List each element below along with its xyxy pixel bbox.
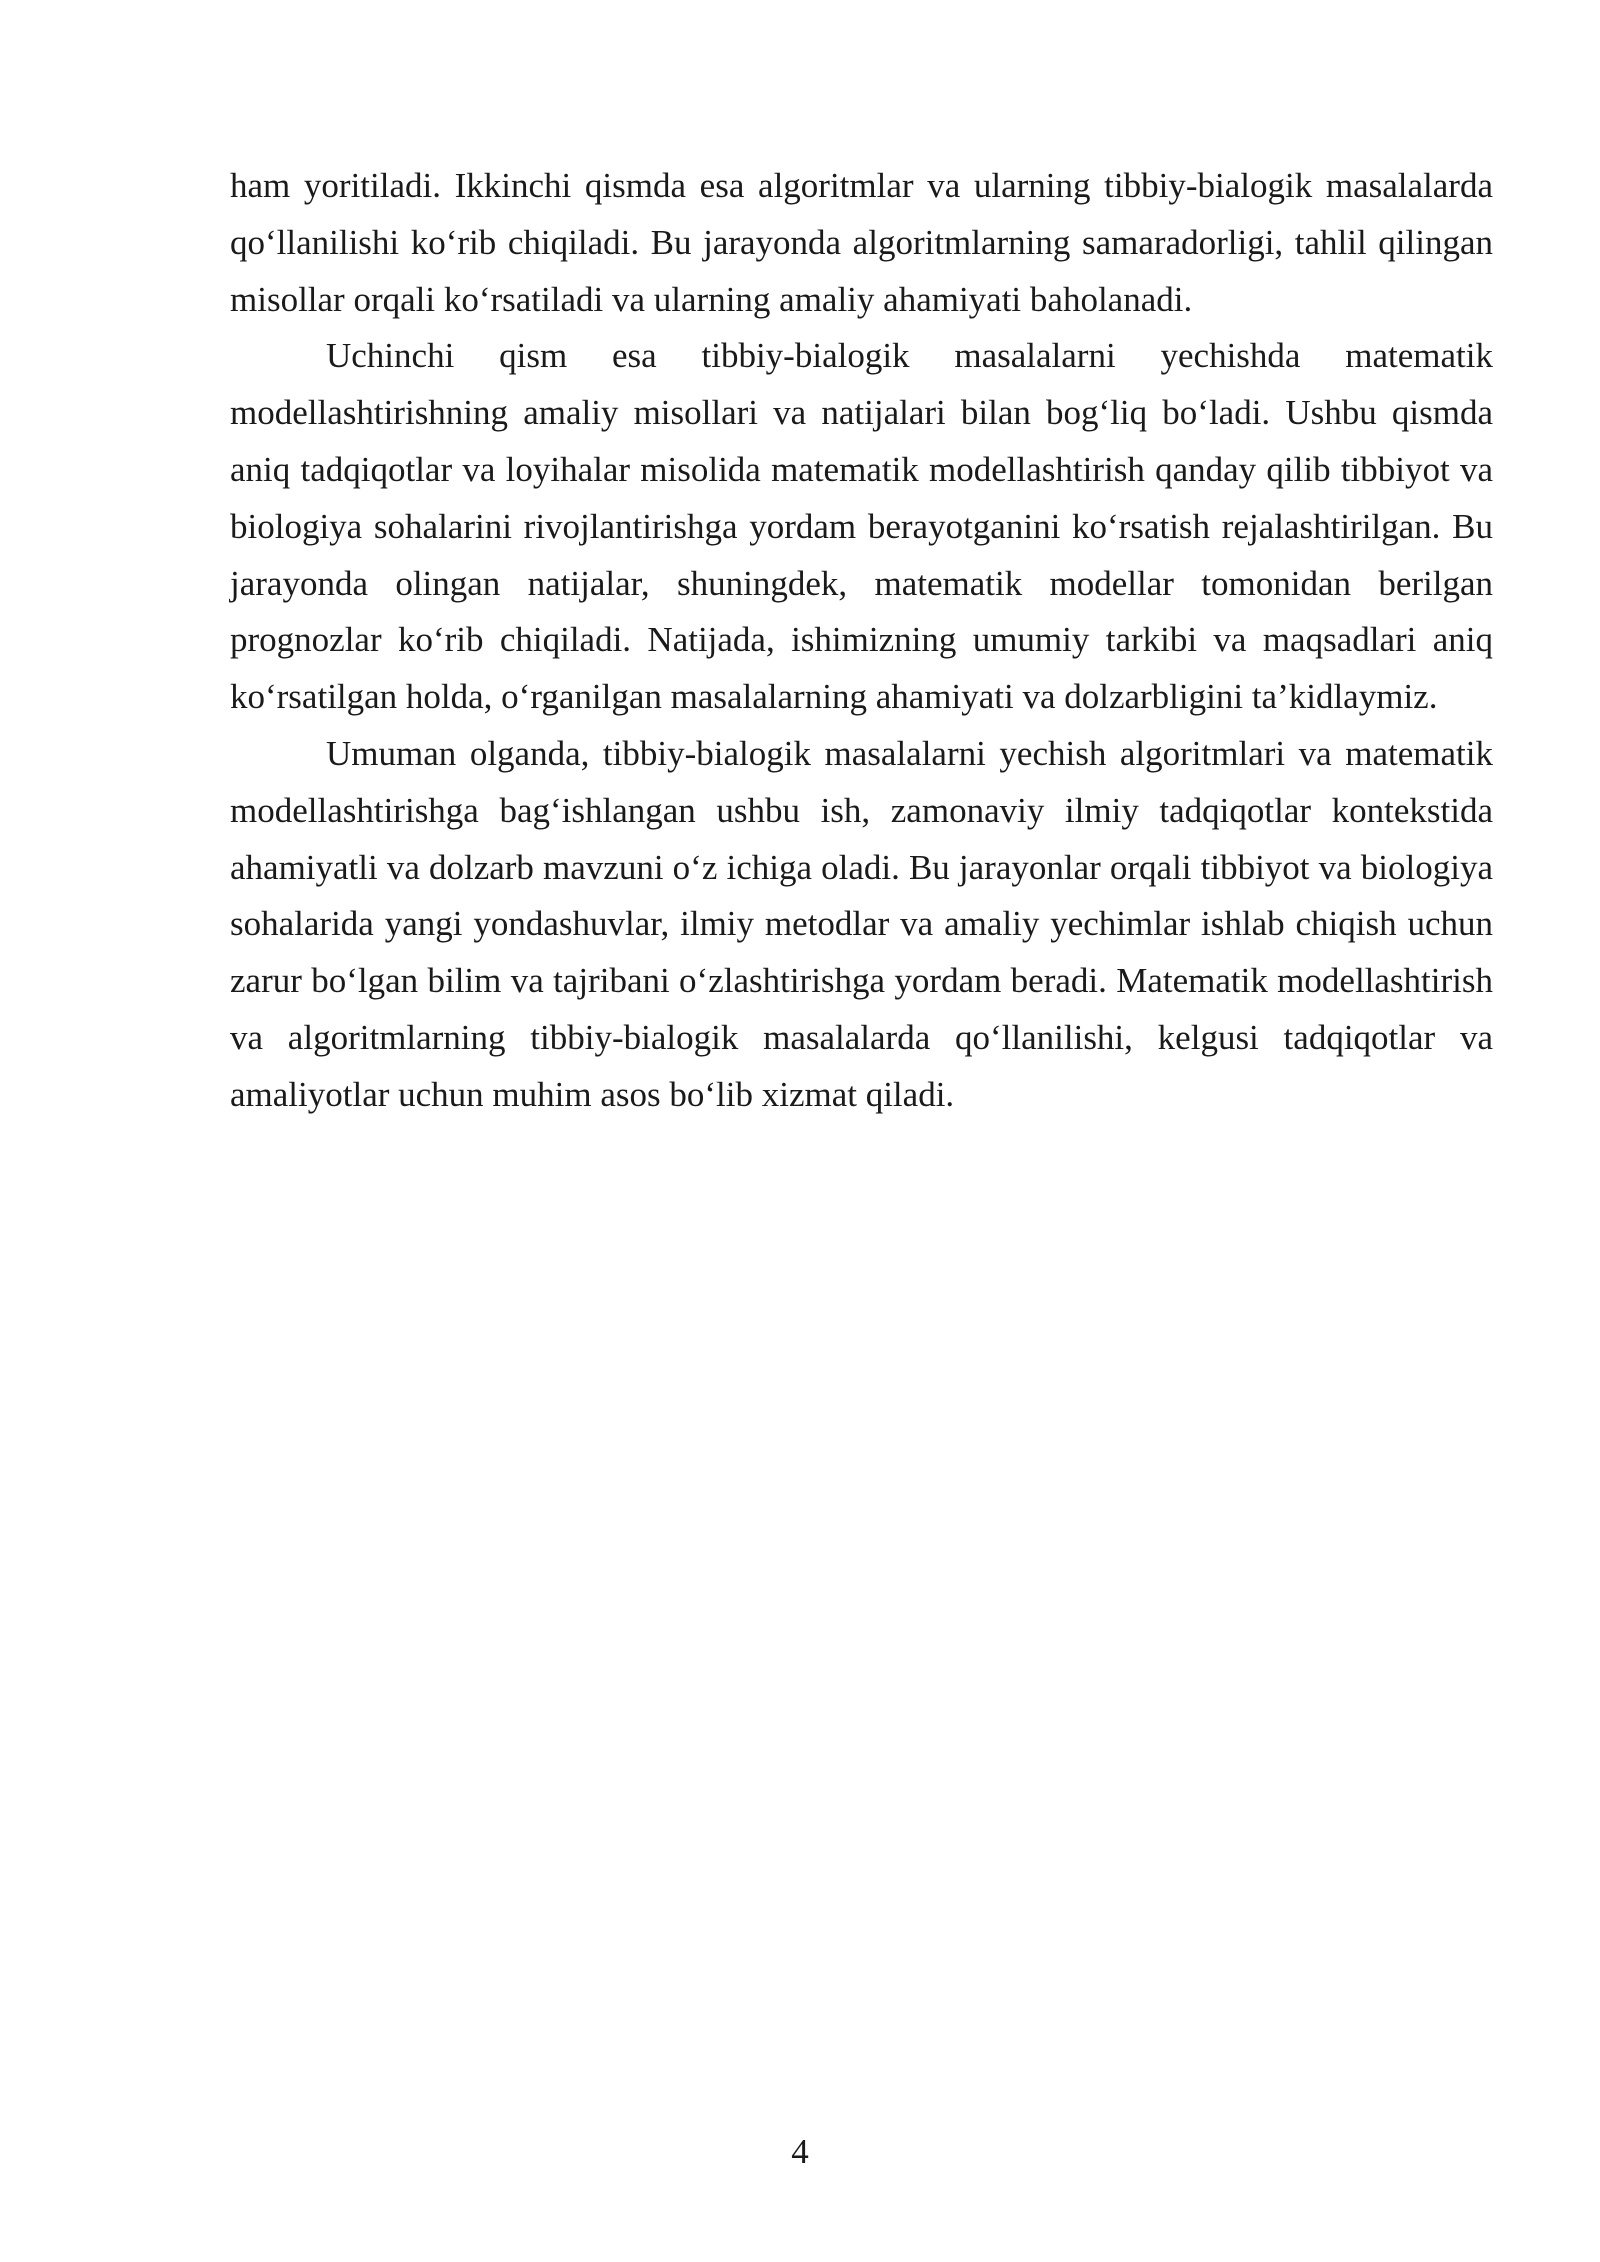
paragraph-conclusion: Umuman olganda, tibbiy-bialogik masalalarni yechish algoritmlari va matematik modellashtirishga bag‘ishlangan ushbu ish, zamonaviy ilmiy tadqiqotlar kontekstida ahamiyatli va dolzarb mavzuni o‘z ichiga oladi. Bu jarayonlar orqali tibbiyot va biologiya sohalarida yangi yondashuvlar, ilmiy metodlar va amaliy yechimlar ishlab chiqish uchun zarur bo‘lgan bilim va tajribani o‘zlashtirishga yordam beradi. Matematik modellashtirish va algoritmlarning tibbiy-bialogik masalalarda qo‘llanilishi, kelgusi tadqiqotlar va amaliyotlar uchun muhim asos bo‘lib xizmat qiladi. — [230, 733, 1493, 1114]
paragraph-continuation: ham yoritiladi. Ikkinchi qismda esa algoritmlar va ularning tibbiy-bialogik masalalarda qo‘llanilishi ko‘rib chiqiladi. Bu jarayonda algoritmlarning samaradorligi, tahlil qilingan misollar orqali ko‘rsatiladi va ularning amaliy ahamiyati baholanadi. — [230, 166, 1493, 319]
paragraph-third-part: Uchinchi qism esa tibbiy-bialogik masalalarni yechishda matematik modellashtirishning amaliy misollari va natijalari bilan bog‘liq bo‘ladi. Ushbu qismda aniq tadqiqotlar va loyihalar misolida matematik modellashtirish qanday qilib tibbiyot va biologiya sohalarini rivojlantirishga yordam berayotganini ko‘rsatish rejalashtirilgan. Bu jarayonda olingan natijalar, shuningdek, matematik modellar tomonidan berilgan prognozlar ko‘rib chiqiladi. Natijada, ishimizning umumiy tarkibi va maqsadlari aniq ko‘rsatilgan holda, o‘rganilgan masalalarning ahamiyati va dolzarbligini ta’kidlaymiz. — [230, 336, 1493, 717]
body-text — [230, 158, 1493, 1124]
page-number: 4 — [791, 2132, 809, 2171]
